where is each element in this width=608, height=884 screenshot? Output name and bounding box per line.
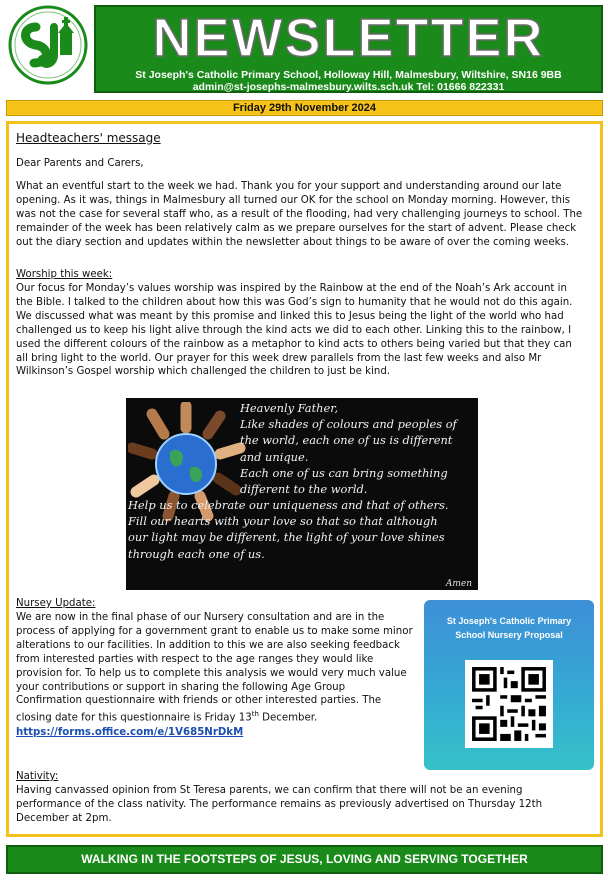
prayer-line: Like shades of colours and peoples of: [240, 417, 457, 432]
text-line: performance of the class nativity. The performance remains as previously advertised on Thursday 12th: [16, 798, 543, 810]
text-line: Wilkinson’s Gospel worship which challenged the children to just be kind.: [16, 366, 391, 378]
text-line: the Bible. I talked to the children about how this was God’s sign to humanity that he would not do this again.: [16, 296, 573, 308]
prayer-line: and unique.: [240, 449, 309, 464]
qr-code[interactable]: [465, 660, 553, 748]
text-line: December at 2pm.: [16, 812, 112, 824]
qr-title-line: School Nursery Proposal: [455, 630, 563, 640]
prayer-image: [126, 398, 478, 590]
worship-body: [16, 282, 594, 379]
closing-suffix: December.: [258, 712, 318, 724]
nursery-heading: Nursey Update:: [16, 598, 96, 609]
prayer-line: through each one of us.: [128, 546, 265, 561]
text-line: challenged us to keep his light alive through the kind acts we did to each other. Linking this to the rainbow, I: [16, 324, 572, 336]
headteacher-heading: Headteachers' message: [16, 131, 161, 145]
greeting: Dear Parents and Carers,: [16, 158, 144, 169]
closing-date-line: [16, 708, 416, 725]
qr-card-title: [424, 614, 594, 642]
nativity-heading: Nativity:: [16, 771, 59, 782]
qr-code-icon: [465, 660, 553, 748]
text-line: out the diary section and updates within the newsletter about things to be aware of over the coming weeks.: [16, 236, 570, 248]
text-line: Having canvassed opinion from St Teresa parents, we can confirm that there will not be an evening: [16, 785, 523, 796]
newsletter-header: [94, 5, 603, 93]
text-line: provision for. To help us to complete this analysis we would very much value: [16, 667, 407, 679]
text-line: alterations to our facilities. In addition to this we are also seeking feedback: [16, 639, 400, 651]
text-line: remainder of the week has been relatively calm as we prepare ourselves for the start of advent. Please check: [16, 222, 577, 234]
text-line: was not the case for several staff who, as a result of the flooding, had very challenging journeys to school. The: [16, 208, 583, 220]
footer-motto: WALKING IN THE FOOTSTEPS OF JESUS, LOVING AND SERVING TOGETHER: [6, 845, 603, 874]
closing-sup: th: [251, 710, 259, 719]
prayer-line: our light may be different, the light of your love shines: [128, 530, 445, 545]
headteacher-body: [16, 180, 594, 250]
text-line: from interested parties with respect to the age ranges they would like: [16, 653, 374, 665]
prayer-line: Help us to celebrate our uniqueness and that of others.: [128, 498, 449, 512]
prayer-text: [240, 400, 476, 497]
text-line: We are now in the final phase of our Nursery consultation and are in the: [16, 612, 385, 623]
nativity-body: [16, 784, 594, 826]
prayer-line: Heavenly Father,: [240, 401, 339, 415]
nursery-body: [16, 611, 416, 740]
prayer-text-wide: [128, 497, 478, 562]
nursery-qr-card[interactable]: [424, 600, 594, 770]
text-line: What an eventful start to the week we had. Thank you for your support and understanding around our late: [16, 181, 562, 192]
text-line: process of applying for a government grant to enable us to make some minor: [16, 625, 413, 637]
text-line: Our focus for Monday’s values worship was inspired by the Rainbow at the end of the Noah’s Ark account in: [16, 283, 567, 294]
worship-heading: Worship this week:: [16, 269, 113, 280]
text-line: We discussed what was meant by this promise and linked this to Jesus being the light of the world who had: [16, 310, 564, 322]
prayer-line: Fill our hearts with your love so that so that although: [128, 514, 438, 529]
text-line: your contributions or support in sharing the following Age Group: [16, 681, 346, 693]
newsletter-title: NEWSLETTER: [152, 8, 545, 68]
text-line: opening. As it was, things in Malmesbury all turned our OK for the school on Monday morning. However, this: [16, 194, 571, 206]
school-logo: [6, 5, 90, 85]
prayer-line: Each one of us can bring something: [240, 465, 448, 480]
text-line: all bring light to the world. Our prayer for this week drew parallels from the last few weeks and also Mr: [16, 352, 542, 364]
contact-line: admin@st-josephs-malmesbury.wilts.sch.uk Tel: 01666 822331: [192, 81, 505, 93]
prayer-line: different to the world.: [240, 482, 368, 497]
qr-title-line: St Joseph's Catholic Primary: [446, 616, 572, 626]
questionnaire-link[interactable]: https://forms.office.com/e/1V685NrDkM: [16, 726, 244, 738]
issue-date: Friday 29th November 2024: [6, 100, 603, 116]
text-line: used the different colours of the rainbow as a metaphor to kind acts to others being varied but that they can: [16, 338, 572, 350]
closing-text: closing date for this questionnaire is Friday 13: [16, 712, 252, 724]
prayer-amen: Amen: [445, 579, 472, 589]
address-line: St Joseph's Catholic Primary School, Holloway Hill, Malmesbury, Wiltshire, SN16 9BB: [135, 69, 562, 81]
prayer-line: the world, each one of us is different: [240, 433, 453, 448]
school-address: [96, 69, 601, 93]
text-line: Confirmation questionnaire with friends or other interested parties. The: [16, 695, 382, 707]
